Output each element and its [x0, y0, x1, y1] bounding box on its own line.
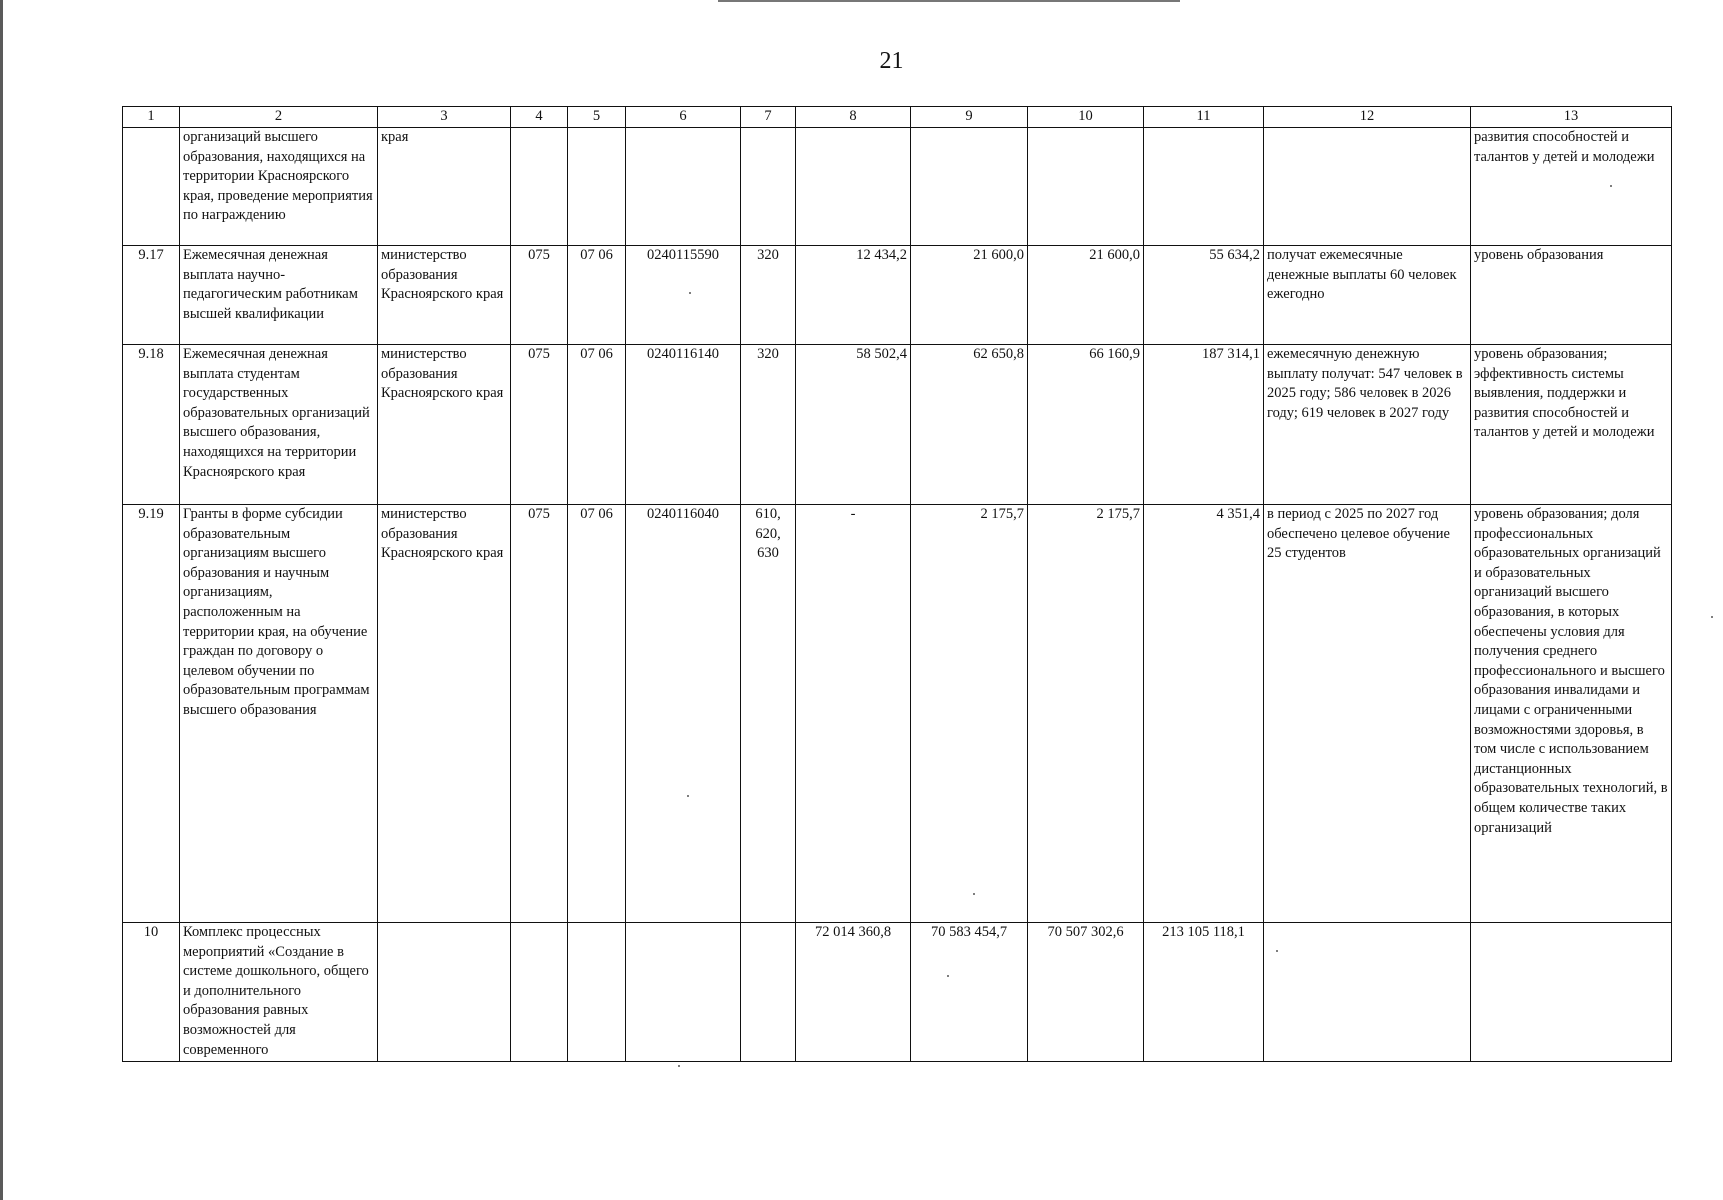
- amount-2025: 12 434,2: [796, 246, 911, 345]
- scan-speck: [973, 893, 975, 895]
- code-grbs: [511, 128, 568, 246]
- code-grbs: 075: [511, 246, 568, 345]
- responsible-body: министерство образования Красноярского края: [378, 505, 511, 923]
- header-cell: 10: [1028, 107, 1144, 128]
- row-number: 9.19: [123, 505, 180, 923]
- amount-total: 213 105 118,1: [1144, 923, 1264, 1062]
- table-row: [123, 505, 1672, 923]
- header-cell: 11: [1144, 107, 1264, 128]
- code-section: 07 06: [568, 345, 626, 505]
- header-cell: 8: [796, 107, 911, 128]
- row-number: 9.18: [123, 345, 180, 505]
- header-cell: 4: [511, 107, 568, 128]
- target-indicator: уровень образования; эффективность системы выявления, поддержки и развития способностей и талантов у детей и молодежи: [1471, 345, 1672, 505]
- activity-name: Ежемесячная денежная выплата студентам государственных образовательных организаций высшего образования, находящихся на территории Красноярского края: [180, 345, 378, 505]
- expected-result: получат ежемесячные денежные выплаты 60 человек ежегодно: [1264, 246, 1471, 345]
- code-target: 0240116040: [626, 505, 741, 923]
- code-grbs: 075: [511, 345, 568, 505]
- amount-2026: [911, 128, 1028, 246]
- amount-2026: 62 650,8: [911, 345, 1028, 505]
- expected-result: [1264, 923, 1471, 1062]
- responsible-body: министерство образования Красноярского края: [378, 345, 511, 505]
- header-cell: 9: [911, 107, 1028, 128]
- header-cell: 3: [378, 107, 511, 128]
- amount-total: 4 351,4: [1144, 505, 1264, 923]
- amount-total: 55 634,2: [1144, 246, 1264, 345]
- amount-2027: 70 507 302,6: [1028, 923, 1144, 1062]
- row-number: 9.17: [123, 246, 180, 345]
- header-cell: 13: [1471, 107, 1672, 128]
- expected-result: ежемесячную денежную выплату получат: 547 человек в 2025 году; 586 человек в 2026 году; 619 человек в 2027 году: [1264, 345, 1471, 505]
- scan-speck: [947, 975, 949, 977]
- code-target: 0240115590: [626, 246, 741, 345]
- target-indicator: уровень образования: [1471, 246, 1672, 345]
- row-number: [123, 128, 180, 246]
- amount-2026: 21 600,0: [911, 246, 1028, 345]
- amount-total: [1144, 128, 1264, 246]
- header-cell: 12: [1264, 107, 1471, 128]
- scan-speck: [1711, 616, 1713, 618]
- expected-result: [1264, 128, 1471, 246]
- header-cell: 7: [741, 107, 796, 128]
- header-cell: 5: [568, 107, 626, 128]
- scan-speck: [1276, 950, 1278, 952]
- code-expense-type: 320: [741, 246, 796, 345]
- code-expense-type: 610, 620, 630: [741, 505, 796, 923]
- scan-speck: [687, 795, 689, 797]
- row-number: 10: [123, 923, 180, 1062]
- responsible-body: края: [378, 128, 511, 246]
- header-row: [123, 107, 1672, 128]
- budget-table: [122, 106, 1672, 1062]
- scan-speck: [1610, 185, 1612, 187]
- responsible-body: министерство образования Красноярского края: [378, 246, 511, 345]
- amount-2026: 70 583 454,7: [911, 923, 1028, 1062]
- activity-name: Комплекс процессных мероприятий «Создание в системе дошкольного, общего и дополнительного образования равных возможностей для современного: [180, 923, 378, 1062]
- code-section: [568, 923, 626, 1062]
- activity-name: организаций высшего образования, находящихся на территории Красноярского края, проведение мероприятия по награждению: [180, 128, 378, 246]
- code-target: [626, 128, 741, 246]
- amount-2025: 58 502,4: [796, 345, 911, 505]
- responsible-body: [378, 923, 511, 1062]
- header-cell: 1: [123, 107, 180, 128]
- code-expense-type: [741, 128, 796, 246]
- header-cell: 2: [180, 107, 378, 128]
- amount-2025: 72 014 360,8: [796, 923, 911, 1062]
- scan-left-edge: [0, 0, 3, 1200]
- code-grbs: 075: [511, 505, 568, 923]
- code-expense-type: [741, 923, 796, 1062]
- code-section: [568, 128, 626, 246]
- code-grbs: [511, 923, 568, 1062]
- activity-name: Ежемесячная денежная выплата научно-педагогическим работникам высшей квалификации: [180, 246, 378, 345]
- header-cell: 6: [626, 107, 741, 128]
- amount-2025: -: [796, 505, 911, 923]
- amount-2027: 21 600,0: [1028, 246, 1144, 345]
- table-row: [123, 345, 1672, 505]
- amount-2026: 2 175,7: [911, 505, 1028, 923]
- code-target: 0240116140: [626, 345, 741, 505]
- target-indicator: уровень образования; доля профессиональных образовательных организаций и образовательных организаций высшего образования, в которых обеспечены условия для получения среднего профессионального и высшего образования инвалидами и лицами с ограниченными возможностями здоровья, в том числе с использованием дистанционных образовательных технологий, в общем количестве таких организаций: [1471, 505, 1672, 923]
- scan-top-rule: [718, 0, 1180, 2]
- code-expense-type: 320: [741, 345, 796, 505]
- target-indicator: [1471, 923, 1672, 1062]
- scan-speck: [689, 292, 691, 294]
- code-target: [626, 923, 741, 1062]
- amount-2027: [1028, 128, 1144, 246]
- amount-2027: 66 160,9: [1028, 345, 1144, 505]
- activity-name: Гранты в форме субсидии образовательным организациям высшего образования и научным организациям, расположенным на территории края, на обучение граждан по договору о целевом обучении по образовательным программам высшего образования: [180, 505, 378, 923]
- table-row: [123, 128, 1672, 246]
- table-row: [123, 923, 1672, 1062]
- amount-2027: 2 175,7: [1028, 505, 1144, 923]
- page-number: 21: [879, 48, 904, 74]
- amount-2025: [796, 128, 911, 246]
- table-row: [123, 246, 1672, 345]
- amount-total: 187 314,1: [1144, 345, 1264, 505]
- code-section: 07 06: [568, 246, 626, 345]
- code-section: 07 06: [568, 505, 626, 923]
- expected-result: в период с 2025 по 2027 год обеспечено целевое обучение 25 студентов: [1264, 505, 1471, 923]
- target-indicator: развития способностей и талантов у детей и молодежи: [1471, 128, 1672, 246]
- scan-speck: [678, 1065, 680, 1067]
